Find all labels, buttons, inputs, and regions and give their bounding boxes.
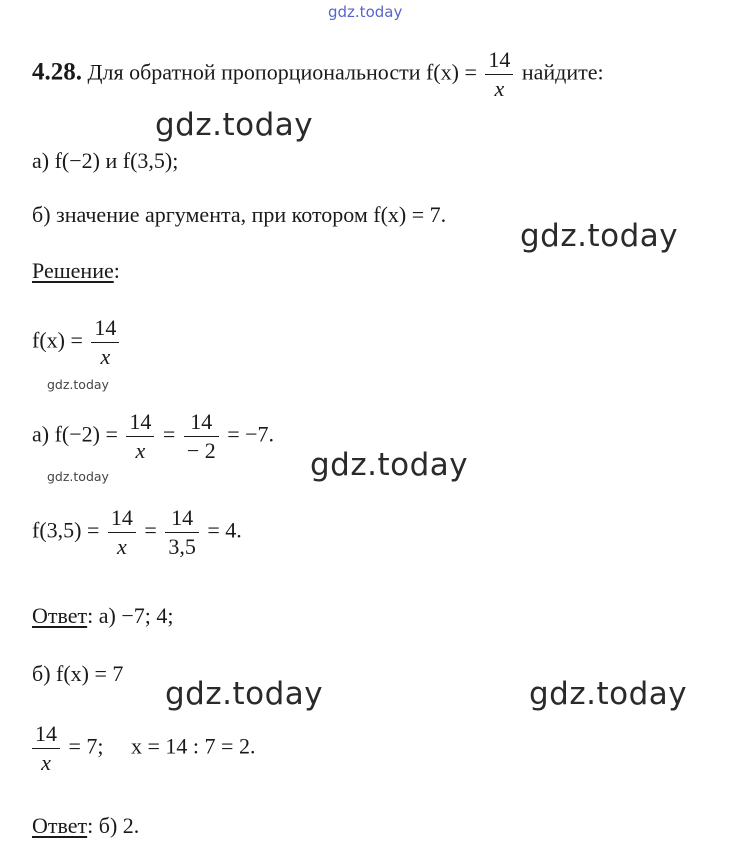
fraction-numerator: 14 — [32, 722, 60, 749]
solution-equation — [32, 722, 255, 775]
fraction-denominator: x — [494, 76, 505, 101]
problem-number: 4.28. — [32, 58, 82, 86]
answer-text: : б) 2. — [87, 813, 140, 838]
fraction-numerator: 14 — [184, 410, 219, 437]
a-equals: = — [162, 421, 176, 447]
a-label: а) f(−2) = — [32, 421, 118, 447]
fx-label: f(x) = — [32, 327, 83, 353]
b-fraction-1 — [108, 506, 136, 559]
watermark: gdz.today — [520, 218, 679, 254]
solution-b-calc-line — [32, 506, 242, 559]
fraction-denominator: x — [117, 534, 127, 559]
fx-fraction — [91, 316, 119, 369]
b-fraction-2 — [165, 506, 199, 559]
a-fraction-1 — [126, 410, 154, 463]
fraction-numerator: 14 — [126, 410, 154, 437]
solution-part-b: б) f(x) = 7 — [32, 661, 124, 686]
solution-heading — [32, 258, 120, 284]
fraction-denominator: x — [135, 438, 146, 463]
function-definition — [32, 316, 122, 369]
watermark: gdz.today — [529, 676, 688, 712]
problem-statement — [32, 48, 604, 101]
b-label: f(3,5) = — [32, 517, 100, 543]
problem-fraction — [485, 48, 513, 101]
eq-rest: = 7; x = 14 : 7 = 2. — [68, 733, 256, 759]
answer-text: : а) −7; 4; — [87, 603, 174, 628]
watermark-small: gdz.today — [47, 377, 109, 392]
fraction-numerator: 14 — [485, 48, 513, 75]
watermark: gdz.today — [155, 107, 314, 143]
answer-2 — [32, 813, 139, 839]
watermark: gdz.today — [165, 676, 324, 712]
fraction-numerator: 14 — [108, 506, 136, 533]
solution-heading-colon: : — [113, 258, 120, 283]
a-fraction-2 — [184, 410, 219, 463]
fraction-numerator: 14 — [91, 316, 119, 343]
b-equals: = — [144, 517, 157, 543]
fraction-denominator: − 2 — [186, 438, 216, 463]
problem-text-after: найдите: — [521, 59, 604, 85]
solution-a-line — [32, 410, 274, 463]
solution-heading-label: Решение — [32, 258, 114, 283]
answer-label: Ответ — [32, 603, 88, 628]
watermark: gdz.today — [310, 447, 469, 483]
b-result: = 4. — [207, 517, 242, 543]
answer-1 — [32, 603, 173, 629]
problem-part-b: б) значение аргумента, при котором f(x) = 7. — [32, 202, 447, 227]
fraction-numerator: 14 — [165, 506, 199, 533]
answer-label: Ответ — [32, 813, 88, 838]
watermark-top: gdz.today — [328, 3, 403, 21]
problem-text-before: Для обратной пропорциональности f(x) = — [87, 59, 477, 85]
problem-part-a: а) f(−2) и f(3,5); — [32, 148, 179, 173]
fraction-denominator: x — [41, 750, 51, 775]
fraction-denominator: 3,5 — [168, 534, 196, 559]
fraction-denominator: x — [100, 344, 111, 369]
a-result: = −7. — [227, 421, 275, 447]
eq-fraction — [32, 722, 60, 775]
watermark-small: gdz.today — [47, 469, 109, 484]
